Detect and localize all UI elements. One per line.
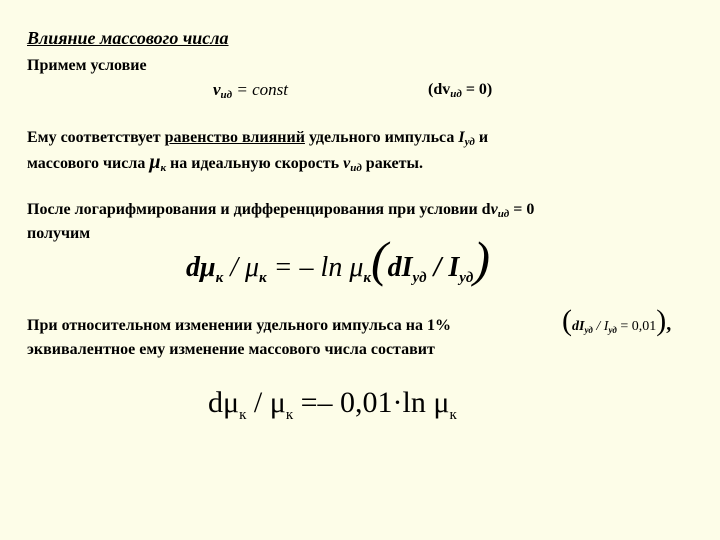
formula-one-percent: $(dI_{уд} / I_{уд} = 0,01)$, — [562, 304, 672, 337]
paragraph-equality-line1: Ему соответствует равенство влияний удельного импульса $I_{уд}$ и — [27, 129, 489, 148]
condition-differential: $(dv_{ид} = 0)$ — [428, 81, 493, 100]
condition-formula: $v_{ид}$ = const — [213, 80, 288, 101]
slide-title: Влияние массового числа — [27, 28, 229, 48]
paragraph-log-line1: После логарифмирования и дифференцирования при условии $dv_{ид} = 0$ — [27, 201, 535, 220]
intro-text: Примем условие — [27, 57, 147, 74]
paragraph-log-line2: получим — [27, 225, 91, 242]
formula-log-derivative: $d\mu_к / \mu_к$ = – $\ln \mu_к(dI_{уд} / I_{уд})$ — [186, 231, 491, 287]
paragraph-one-percent-line2: эквивалентное ему изменение массового числа составит — [27, 341, 435, 358]
formula-mass-number-change: $d\mu_к / \mu_к =- 0,01\cdot\ln$ $\mu_к$ — [208, 386, 457, 423]
paragraph-one-percent-line1: При относительном изменении удельного импульса на 1% — [27, 317, 451, 334]
paragraph-equality-line2: массового числа $\mu_к$ на идеальную скорость $v_{ид}$ ракеты. — [27, 151, 423, 174]
